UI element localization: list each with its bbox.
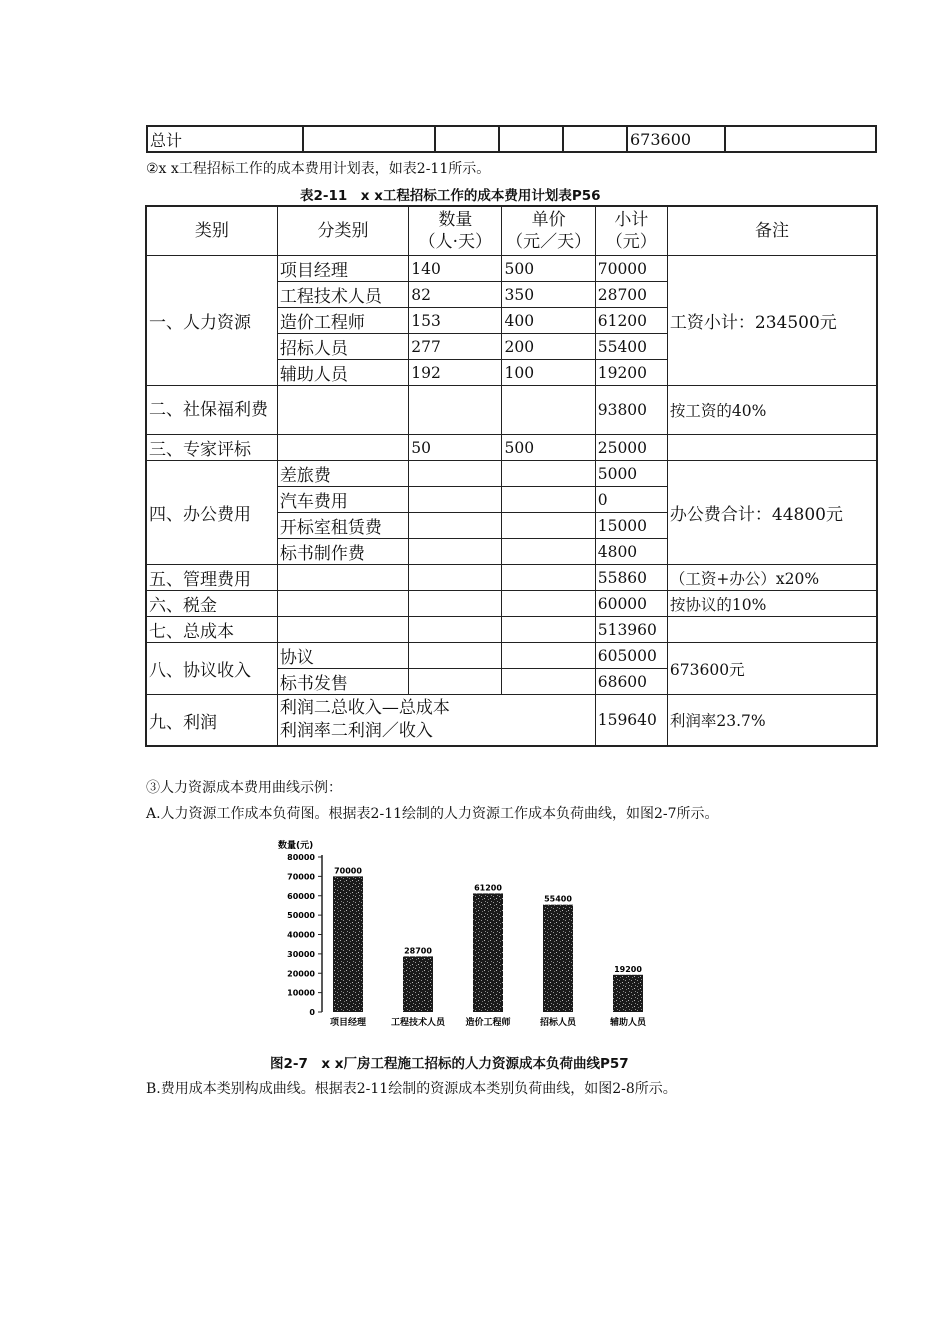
x-tick-label: 项目经理 [329,1018,367,1028]
header-unit-price: 单价 （元／天） [502,206,595,256]
figure-caption: 图2-7 x x厂房工程施工招标的人力资源成本负荷曲线P57 [270,1056,629,1072]
table-row: 造价工程师 153 400 61200 [146,308,877,334]
table-header-row [146,206,877,256]
table-row: 四、办公费用 差旅费 5000 办公费合计：44800元 [146,461,877,487]
note-income: 673600元 [667,643,877,695]
y-axis [287,853,322,1017]
category-profit: 九、利润 [146,695,277,747]
table-row: 六、税金 60000 按协议的10% [146,591,877,617]
y-tick-label: 20000 [287,969,315,979]
cost-plan-table [145,205,878,747]
table-row [147,126,876,152]
header-note: 备注 [667,206,877,256]
category-hr: 一、人力资源 [146,256,277,386]
bar [473,893,503,1012]
y-tick-label: 10000 [287,988,315,998]
header-category: 类别 [146,206,277,256]
x-tick-label: 工程技术人员 [390,1018,446,1028]
category-office: 四、办公费用 [146,461,277,565]
y-tick-label: 50000 [287,911,315,921]
table-row: 五、管理费用 55860 （工资+办公）x20% [146,565,877,591]
total-value: 673600 [627,126,725,152]
intro-line: ②x x工程招标工作的成本费用计划表，如表2-11所示。 [146,161,491,177]
category-total-cost: 七、总成本 [146,617,277,643]
bar [543,905,573,1012]
category-social: 二、社保福利费 [146,386,277,435]
table-row: 九、利润 利润二总收入—总成本 利润率二利润／收入 159640 利润率23.7% [146,695,877,747]
table-row: 辅助人员 192 100 19200 [146,360,877,386]
bar-value-label: 55400 [544,894,572,904]
category-management: 五、管理费用 [146,565,277,591]
category-income: 八、协议收入 [146,643,277,695]
category-expert: 三、专家评标 [146,435,277,461]
y-tick-label: 0 [309,1008,315,1017]
table-row: 一、人力资源 项目经理 140 500 70000 工资小计：234500元 [146,256,877,282]
header-subcategory: 分类别 [277,206,408,256]
y-tick-label: 30000 [287,949,315,959]
bar-value-label: 61200 [474,883,502,893]
table-row: 招标人员 277 200 55400 [146,334,877,360]
x-tick-label: 造价工程师 [465,1018,511,1028]
section-b-text: B.费用成本类别构成曲线。根据表2-11绘制的资源成本类别负荷曲线，如图2-8所示。 [146,1081,677,1097]
table-row: 三、专家评标 50 500 25000 [146,435,877,461]
table-row: 标书制作费 4800 [146,539,877,565]
table-row: 工程技术人员 82 350 28700 [146,282,877,308]
section-a-text: A.人力资源工作成本负荷图。根据表2-11绘制的人力资源工作成本负荷曲线，如图2-7所示。 [146,806,719,822]
table-row: 八、协议收入 协议 605000 673600元 [146,643,877,669]
category-tax: 六、税金 [146,591,277,617]
table-row: 二、社保福利费 93800 按工资的40% [146,386,877,435]
total-row-table [146,125,877,153]
y-tick-label: 60000 [287,891,315,901]
hr-cost-bar-chart [270,835,690,1035]
table-row: 开标室租赁费 15000 [146,513,877,539]
chart-ylabel: 数量(元) [278,841,314,851]
table-row: 标书发售 68600 [146,669,877,695]
bar-value-label: 19200 [614,964,642,974]
note-office: 办公费合计：44800元 [667,461,877,565]
bar [333,876,363,1012]
section3-title: ③人力资源成本费用曲线示例： [146,780,342,796]
bars [330,866,647,1028]
y-tick-label: 40000 [287,930,315,940]
y-tick-label: 70000 [287,872,315,882]
table-row: 汽车费用 0 [146,487,877,513]
bar-value-label: 28700 [404,946,432,956]
profit-formula: 利润二总收入—总成本 利润率二利润／收入 [277,695,595,747]
total-label: 总计 [147,126,303,152]
note-hr: 工资小计：234500元 [667,256,877,386]
table-row: 七、总成本 513960 [146,617,877,643]
table-caption: 表2-11 x x工程招标工作的成本费用计划表P56 [300,188,601,204]
header-subtotal: 小计 （元） [595,206,667,256]
bar-value-label: 70000 [334,866,362,876]
y-tick-label: 80000 [287,853,315,862]
x-tick-label: 辅助人员 [609,1018,647,1028]
bar [613,975,643,1012]
header-quantity: 数量 （人·天） [409,206,502,256]
bar [403,956,433,1012]
x-tick-label: 招标人员 [539,1018,577,1028]
